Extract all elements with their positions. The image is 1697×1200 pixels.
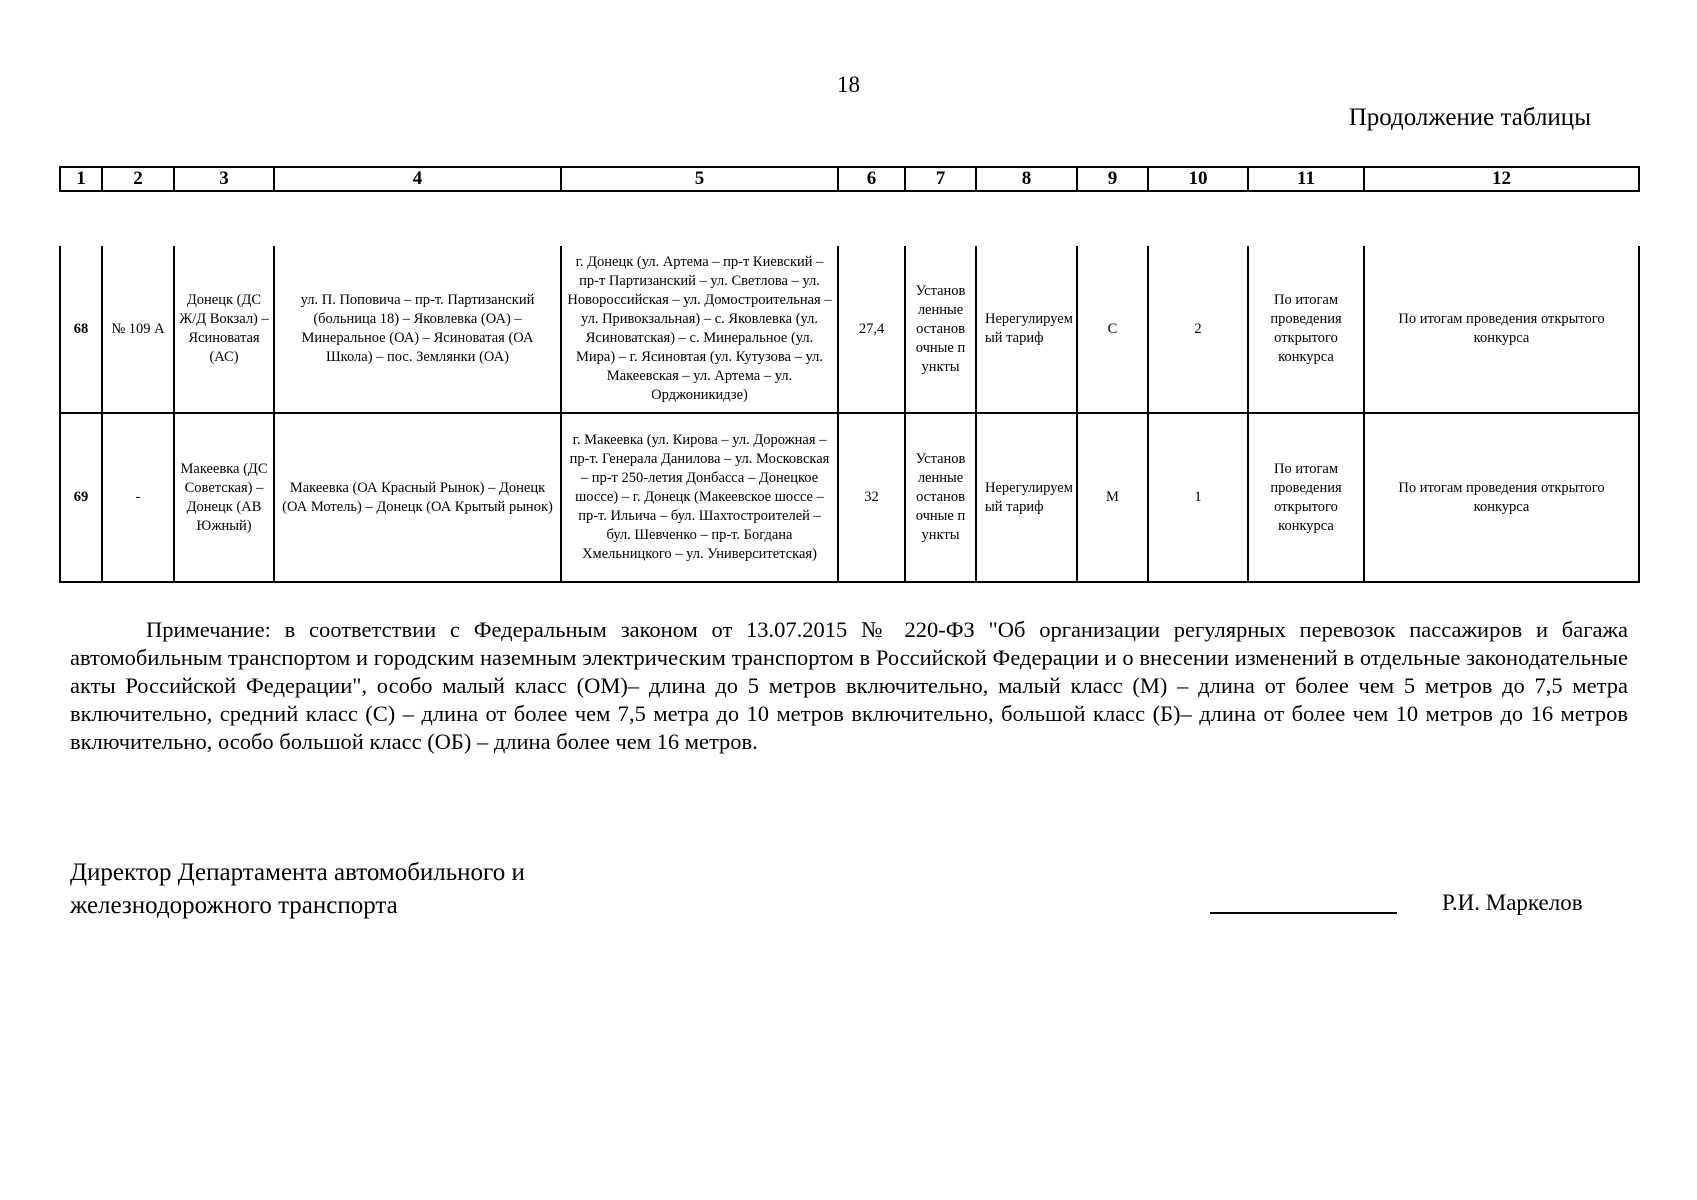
column-number: 10 xyxy=(1148,167,1248,191)
route-name: Макеевка (ДС Советская) – Донецк (АВ Южный) xyxy=(174,413,274,582)
carrier: По итогам проведения открытого конкурса xyxy=(1364,246,1639,413)
column-number: 6 xyxy=(838,167,905,191)
start-date: По итогам проведения открытого конкурса xyxy=(1248,413,1364,582)
route-streets: г. Донецк (ул. Артема – пр-т Киевский – пр-т Партизанский – ул. Светлова – ул. Новороссийская – ул. Домостроительная – ул. Привокзальная) – с. Яковлевка (ул. Ясиноватская) – с. Минеральное (ул. Мира) – г. Ясиновтая (ул. Кутузова – ул. Макеевская – ул. Артема – ул. Орджоникидзе) xyxy=(561,246,838,413)
column-number: 4 xyxy=(274,167,561,191)
column-number: 3 xyxy=(174,167,274,191)
column-number: 11 xyxy=(1248,167,1364,191)
bus-class: М xyxy=(1077,413,1148,582)
signature-line xyxy=(1210,912,1397,914)
column-number: 7 xyxy=(905,167,976,191)
table-row xyxy=(60,246,1639,413)
tariff-type: Нерегулируемый тариф xyxy=(976,413,1077,582)
stop-order: Установленные остановочные пункты xyxy=(905,413,976,582)
vehicle-count: 1 xyxy=(1148,413,1248,582)
signatory-name: Р.И. Маркелов xyxy=(1442,890,1583,915)
note-paragraph: Примечание: в соответствии с Федеральным законом от 13.07.2015 № 220-ФЗ "Об организации регулярных перевозок пассажиров и багажа автомобильным транспортом и городским наземным электрическим транспортом в Российской Федерации и о внесении изменений в отдельные законодательные акты Российской Федерации", особо малый класс (ОМ)– длина до 5 метров включительно, малый класс (М) – длина от более чем 5 метров до 7,5 метра включительно, средний класс (С) – длина от более чем 7,5 метра до 10 метров включительно, большой класс (Б)– длина от более чем 10 метров до 16 метров включительно, особо большой класс (ОБ) – длина более чем 16 метров. xyxy=(70,617,1628,754)
row-number: 68 xyxy=(60,246,102,413)
table-continuation-label: Продолжение таблицы xyxy=(1348,104,1591,131)
bus-class: С xyxy=(1077,246,1148,413)
route-number: № 109 А xyxy=(102,246,174,413)
table-row xyxy=(60,413,1639,582)
route-stops: ул. П. Поповича – пр-т. Партизанский (больница 18) – Яковлевка (ОА) – Минеральное (ОА) – Ясиноватая (ОА Школа) – пос. Землянки (ОА) xyxy=(274,246,561,413)
column-number: 9 xyxy=(1077,167,1148,191)
column-number: 8 xyxy=(976,167,1077,191)
routes-table xyxy=(59,246,1640,583)
column-number: 1 xyxy=(60,167,102,191)
column-number-header xyxy=(59,166,1640,192)
page-number: 18 xyxy=(837,72,860,97)
column-number: 12 xyxy=(1364,167,1639,191)
route-length: 27,4 xyxy=(838,246,905,413)
column-number: 5 xyxy=(561,167,838,191)
column-number-row xyxy=(60,167,1639,191)
signatory-title xyxy=(70,856,525,922)
start-date: По итогам проведения открытого конкурса xyxy=(1248,246,1364,413)
tariff-type: Нерегулируемый тариф xyxy=(976,246,1077,413)
signatory-title-line: Директор Департамента автомобильного и xyxy=(70,859,525,886)
route-streets: г. Макеевка (ул. Кирова – ул. Дорожная – пр-т. Генерала Данилова – ул. Московская – пр-т 250-летия Донбасса – Донецкое шоссе) – г. Донецк (Макеевское шоссе – пр-т. Ильича – бул. Шахтостроителей – бул. Шевченко – пр-т. Богдана Хмельницкого – ул. Университетская) xyxy=(561,413,838,582)
carrier: По итогам проведения открытого конкурса xyxy=(1364,413,1639,582)
route-name: Донецк (ДС Ж/Д Вокзал) – Ясиноватая (АС) xyxy=(174,246,274,413)
vehicle-count: 2 xyxy=(1148,246,1248,413)
stop-order: Установленные остановочные пункты xyxy=(905,246,976,413)
row-number: 69 xyxy=(60,413,102,582)
route-number: - xyxy=(102,413,174,582)
route-stops: Макеевка (ОА Красный Рынок) – Донецк (ОА Мотель) – Донецк (ОА Крытый рынок) xyxy=(274,413,561,582)
signatory-title-line: железнодорожного транспорта xyxy=(70,892,398,919)
column-number: 2 xyxy=(102,167,174,191)
route-length: 32 xyxy=(838,413,905,582)
